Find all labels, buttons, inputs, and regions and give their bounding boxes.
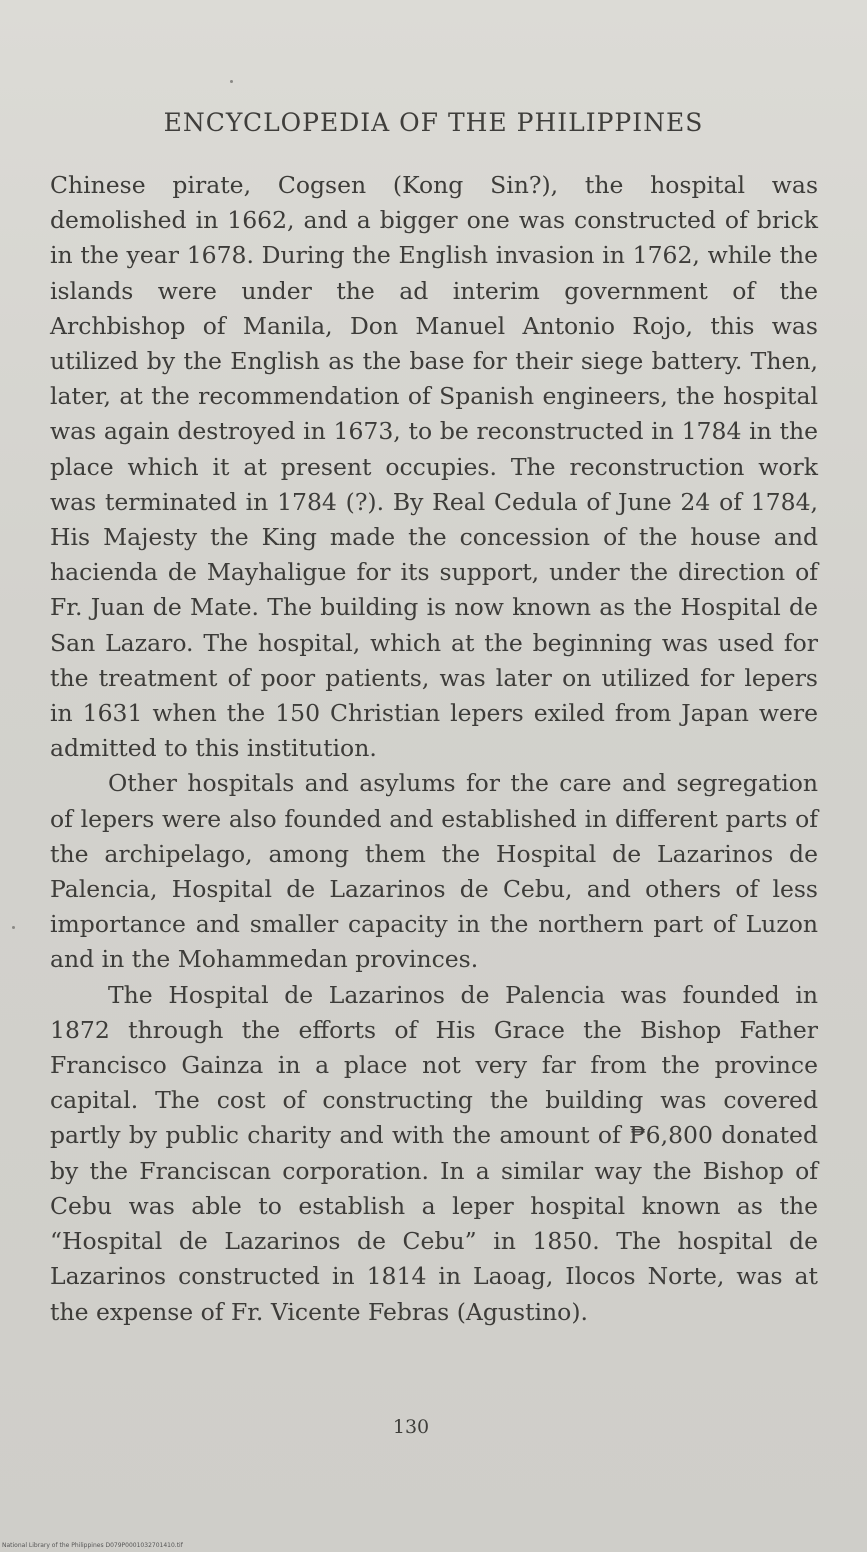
scan-speck	[12, 926, 15, 929]
footer-credit: National Library of the Philippines D079P0001032701410.tif	[2, 1542, 183, 1549]
paragraph-3: The Hospital de Lazarinos de Palencia was founded in 1872 through the efforts of His Grace the Bishop Father Francisco Gainza in a place not very far from the province capital. The cost of constructing the building was covered partly by public charity and with the amount of ₱6,800 donated by the Franciscan corporation. In a similar way the Bishop of Cebu was able to establish a leper hospital known as the “Hospital de Lazarinos de Cebu” in 1850. The hospital de Lazarinos constructed in 1814 in Laoag, Ilocos Norte, was at the expense of Fr. Vicente Febras (Agustino).	[50, 980, 818, 1326]
body-text	[50, 168, 818, 1330]
paragraph-2: Other hospitals and asylums for the care and segregation of lepers were also founded and established in different parts of the archipelago, among them the Hospital de Lazarinos de Palencia, Hospital de Lazarinos de Cebu, and others of less importance and smaller capacity in the northern part of Luzon and in the Mohammedan provinces.	[50, 769, 818, 974]
scan-speck	[230, 80, 233, 83]
page-number: 130	[392, 1416, 430, 1438]
paragraph-1: Chinese pirate, Cogsen (Kong Sin?), the hospital was demolished in 1662, and a bigger one was constructed of brick in the year 1678. During the English invasion in 1762, while the islands were under the ad interim government of the Archbishop of Manila, Don Manuel Antonio Rojo, this was utilized by the English as the base for their siege battery. Then, later, at the recommendation of Spanish engineers, the hospital was again destroyed in 1673, to be reconstructed in 1784 in the place which it at present occupies. The reconstruction work was terminated in 1784 (?). By Real Cedula of June 24 of 1784, His Majesty the King made the concession of the house and hacienda de Mayhaligue for its support, under the direction of Fr. Juan de Mate. The building is now known as the Hospital de San Lazaro. The hospital, which at the beginning was used for the treatment of poor patients, was later on utilized for lepers in 1631 when the 150 Christian lepers exiled from Japan were admitted to this institution.	[50, 171, 818, 763]
running-head: ENCYCLOPEDIA OF THE PHILIPPINES	[163, 108, 704, 137]
